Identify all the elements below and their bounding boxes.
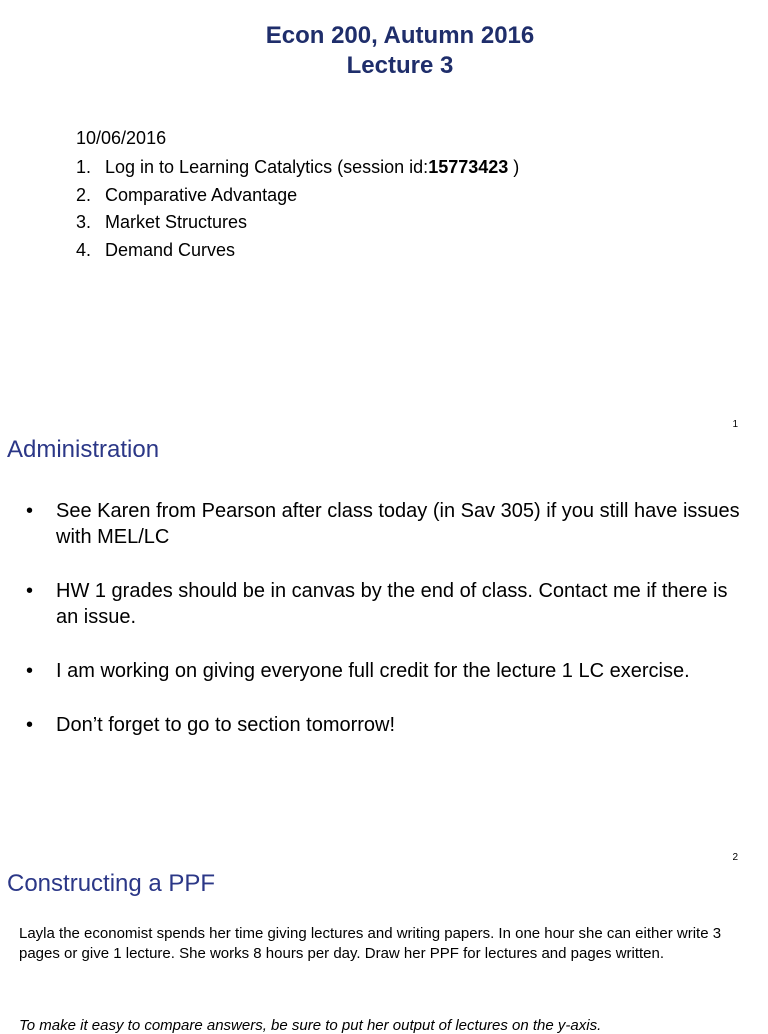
slide-2 — [0, 432, 768, 862]
bullet-text: I am working on giving everyone full credit for the lecture 1 LC exercise. — [56, 660, 690, 682]
bullet-list — [26, 498, 746, 766]
agenda-list — [76, 154, 519, 264]
agenda-text-after: ) — [508, 157, 520, 177]
bullet-icon: • — [26, 500, 34, 522]
lecture-date: 10/06/2016 — [76, 128, 167, 148]
bullet-icon: • — [26, 580, 34, 602]
agenda-text: Market Structures — [105, 212, 248, 232]
bullet-text: See Karen from Pearson after class today (in Sav 305) if you still have issues with MEL/LC — [56, 500, 740, 548]
bullet-text: HW 1 grades should be in canvas by the end of class. Contact me if there is an issue. — [56, 580, 728, 628]
agenda-number: 1. — [76, 157, 92, 177]
agenda-number: 4. — [76, 239, 92, 260]
bullet-icon: • — [26, 714, 34, 736]
instruction-note: To make it easy to compare answers, be sure to put her output of lectures on the y-axis. — [19, 1017, 602, 1034]
agenda-text: Log in to Learning Catalytics (session id: — [105, 157, 429, 177]
agenda-text: Demand Curves — [105, 239, 236, 260]
list-item — [26, 658, 746, 684]
session-id: 15773423 — [428, 157, 509, 177]
bullet-text: Don’t forget to go to section tomorrow! — [56, 714, 396, 736]
agenda-item — [76, 182, 519, 210]
agenda-number: 2. — [76, 184, 92, 205]
lecture-title — [0, 21, 768, 81]
title-line-2: Lecture 3 — [346, 52, 454, 79]
agenda-text: Comparative Advantage — [105, 184, 298, 205]
slide-heading: Constructing a PPF — [7, 870, 216, 897]
slide-3 — [0, 862, 768, 1034]
agenda-number: 3. — [76, 212, 92, 232]
agenda-item — [76, 154, 519, 182]
list-item — [26, 578, 746, 630]
problem-text: Layla the economist spends her time giving lectures and writing papers. In one hour she can either write 3 pages or give 1 lecture. She works 8 hours per day. Draw her PPF for lectures and pages written. — [19, 925, 722, 962]
list-item — [26, 498, 746, 550]
slide-heading: Administration — [7, 436, 160, 463]
title-line-1: Econ 200, Autumn 2016 — [265, 22, 535, 49]
page-number: 1 — [732, 419, 738, 430]
slide-1 — [0, 0, 768, 432]
agenda-item — [76, 209, 519, 237]
list-item — [26, 712, 746, 738]
agenda-item — [76, 237, 519, 265]
bullet-icon: • — [26, 660, 34, 682]
page-number: 2 — [732, 852, 738, 863]
